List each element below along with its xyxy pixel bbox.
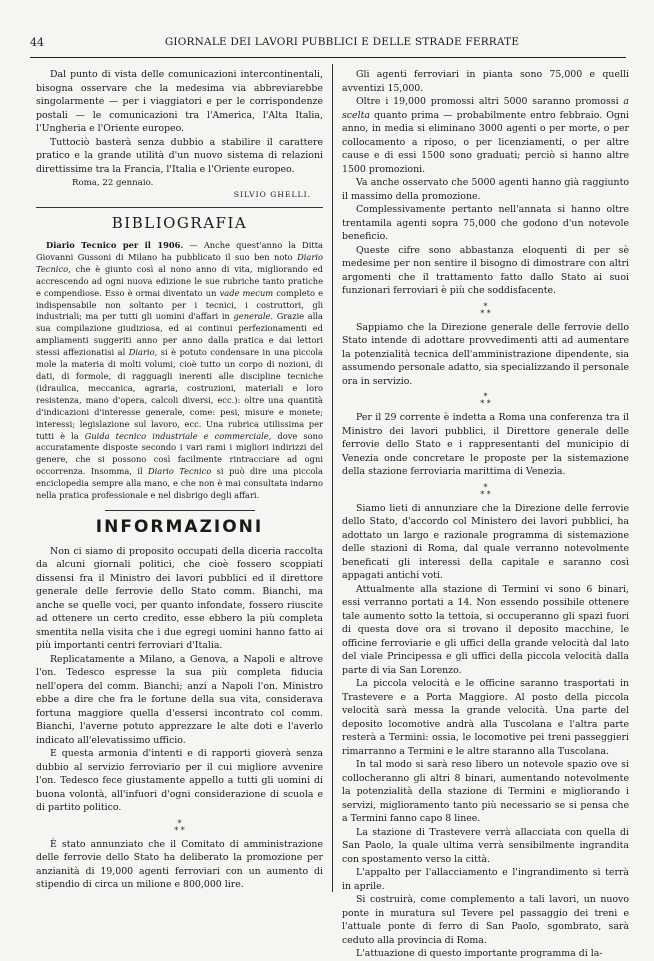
news-paragraph: Sappiamo che la Direzione generale delle ferrovie dello Stato intende di adottare provvedimenti atti ad aumentare la potenzialità tecnica dell'amministrazione dipendente, sia assumendo personale adatto, sia specializzando il personale ora in servizio. <box>342 321 629 387</box>
running-title: GIORNALE DEI LAVORI PUBBLICI E DELLE STRADE FERRATE <box>164 36 520 48</box>
news-paragraph: Siamo lieti di annunziare che la Direzione delle ferrovie dello Stato, d'accordo col Ministero dei lavori pubblici, ha adottato un largo e razionale programma di sistemazione delle stazioni di Roma, dal quale verranno notevolmente beneficati gli interessi della capitale e saranno così appagati antichi voti. <box>342 502 629 581</box>
header-rule <box>30 57 626 58</box>
bibliography-entry <box>36 240 323 502</box>
news-paragraph: La piccola velocità e le officine saranno trasportati in Trastevere e a Porta Maggiore. Al posto della piccola velocità sarà messa la grande velocità. Una parte del deposito locomotive andrà alla Tuscolana e l'altra parte resterà a Termini: ossia, le locomotive pei treni passeggieri rimarranno a Termini e le altre staranno alla Tuscolana. <box>342 678 629 757</box>
right-column <box>342 68 629 961</box>
news-paragraph: L'appalto per l'allacciamento e l'ingrandimento si terrà in aprile. <box>342 867 629 892</box>
news-paragraph: Oltre i 19,000 promossi altri 5000 saranno promossi a scelta quanto prima — probabilmente entro febbraio. Ogni anno, in media si eliminano 3000 agenti o per morte, o per collocamento a riposo, o per licenziamenti, o per altre cause e di essi 1500 sono graduati; perciò si hanno altre 1500 promozioni. <box>342 96 629 175</box>
asterism-separator: * * * <box>480 301 491 318</box>
asterism-separator: * * * <box>480 482 491 499</box>
bibliography-lead: Diario Tecnico per il 1906. <box>46 240 184 250</box>
bibliography-paragraph: Diario Tecnico per il 1906. — Anche quest'anno la Ditta Giovanni Gussoni di Milano ha pubblicato il suo ben noto Diario Tecnico, che è giunto così al nono anno di vita, migliorando ed accrescendo ad ogni nuova edizione le sue rubriche tanto pratiche e compendiose. Esso è ormai diventato un vade mecum completo e indispensabile non soltanto per i tecnici, i costruttori, gli industriali; ma per tutti gli uomini d'affari in generale. Grazie alla sua compilazione giudiziosa, ed ai continui perfezionamenti ed ampliamenti suggeriti anno per anno dalla pratica e dai lettori stessi affezionatisi al Diario, si è potuto condensare in una piccola mole la materia di molti volumi, cioè tutto un corpo di nozioni, di dati, di formole, di ragguagli inerenti alle discipline tecniche (idraulica, meccanica, agraria, costruzioni, materiali e loro resistenza, mano d'opera, calcoli diversi, ecc.): oltre una quantità d'indicazioni d'interesse generale, come: pesi, misure e monete; interessi; legislazione sul lavoro, ecc. Una rubrica utilissima per tutti è la Guida tecnico industriale e commerciale, dove sono accuratamente disposte secondo i vari rami i migliori indirizzi del genere, che si possono così facilmente rintracciare ad ogni occorrenza. Insomma, il Diario Tecnico si può dire una piccola enciclopedia sempre alla mano, e che non è mai consultata indarno nella pratica professionale e nel disbrigo degli affari. <box>36 240 324 501</box>
section-title-bibliografia: BIBLIOGRAFIA <box>111 214 248 232</box>
news-paragraph: Per il 29 corrente è indetta a Roma una conferenza tra il Ministro dei lavori pubblici, il Direttore generale delle ferrovie dello Stato e i rappresentanti del municipio di Venezia onde concretare le proposte per la sistemazione della stazione ferroviaria marittima di Venezia. <box>342 412 629 477</box>
news-paragraph: È stato annunziato che il Comitato di amministrazione delle ferrovie dello Stato ha deliberato la promozione per anzianità di 19,000 agenti ferroviari con un aumento di stipendio di circa un milione e 800,000 lire. <box>36 838 323 891</box>
author-signature: SILVIO GHELLI. <box>233 190 311 199</box>
news-paragraph: Va anche osservato che 5000 agenti hanno già raggiunto il massimo della promozione. <box>342 177 629 202</box>
page-header <box>30 36 626 56</box>
page-number: 44 <box>30 36 44 49</box>
news-paragraph: Queste cifre sono abbastanza eloquenti di per sè medesime per non sentire il bisogno di dimostrare con altri argomenti che il trattamento fatto dallo Stato ai suoi funzionari ferroviari è più che soddisfacente. <box>342 244 629 296</box>
asterism-separator: * * * <box>480 392 491 408</box>
dateline: Roma, 22 gennaio. <box>72 178 154 188</box>
column-divider <box>332 64 333 892</box>
news-paragraph: Si costruirà, come complemento a tali lavori, un nuovo ponte in muratura sul Tevere pel passaggio dei treni e l'attuale ponte di ferro di San Paolo, sgombrato, sarà ceduto alla provincia di Roma. <box>342 894 629 946</box>
section-rule <box>105 510 255 511</box>
intro-paragraph: Dal punto di vista delle comunicazioni intercontinentali, bisogna osservare che la medesima via abbreviarebbe singolarmente — per i viaggiatori e per le corrispondenze postali — le comunicazioni tra l'America, l'Alta Italia, l'Ungheria e l'Oriente europeo. <box>36 69 323 134</box>
news-paragraph: Complessivamente pertanto nell'annata si hanno oltre trentamila agenti sopra 75,000 che godono d'un notevole beneficio. <box>342 204 629 242</box>
news-paragraph: La stazione di Trastevere verrà allacciata con quella di San Paolo, la quale ultima verrà sensibilmente ingrandita con spostamento verso la città. <box>342 826 629 865</box>
section-title-informazioni: INFORMAZIONI <box>95 516 264 537</box>
news-paragraph: E questa armonia d'intenti e di rapporti gioverà senza dubbio al servizio ferroviario per il cui migliore avvenire l'on. Tedesco fece giustamente appello a tutti gli uomini di buona volontà, all'infuori d'ogni considerazione di scuola e di partito politico. <box>36 748 323 814</box>
news-paragraph: Replicatamente a Milano, a Genova, a Napoli e altrove l'on. Tedesco espresse la sua più completa fiducia nell'opera del comm. Bianchi; anzi a Napoli l'on. Ministro ebbe a dire che fra le fortune della sua vita, considerava fortuna maggiore quella d'essersi incontrato col comm. Bianchi, l'averne potuto apprezzare le alte doti e l'averlo indicato all'elevatissimo ufficio. <box>36 653 323 746</box>
news-paragraph: Attualmente alla stazione di Termini vi sono 6 binari, essi verranno portati a 14. Non essendo possibile ottenere tale aumento sotto la tettoia, si occuperanno gli spazi fuori di questa dove ora si trovano il deposito macchine, le officine ferroviarie e gli uffici della grande velocità dal lato del viale Principessa e gli uffici della piccola velocità dalla parte di via San Lorenzo. <box>342 583 629 676</box>
asterism-separator: * * * <box>174 818 185 835</box>
left-column <box>36 68 323 892</box>
intro-paragraph: Tuttociò basterà senza dubbio a stabilire il carattere pratico e la grande utilità d'un nuovo sistema di relazioni direttissime tra la Francia, l'Italia e l'Oriente europeo. <box>36 136 323 175</box>
news-paragraph: In tal modo si sarà reso libero un notevole spazio ove si collocheranno gli altri 8 binari, aumentando notevolmente la potenzialità della stazione di Termini e migliorando i servizi, miglioramento tanto più necessario se si pensa che a Termini fanno capo 8 linee. <box>342 759 629 824</box>
news-paragraph: L'attuazione di questo importante programma di la- <box>356 948 603 959</box>
news-paragraph: Non ci siamo di proposito occupati della diceria raccolta da alcuni giornali politici, che cioè fossero scoppiati dissensi fra il Ministro dei lavori pubblici ed il direttore generale delle ferrovie dello Stato comm. Bianchi, ma anche se quelle voci, per quanto infondate, fossero riuscite ad ottenere un certo credito, esse ebbero la più completa smentita nella visita che i due egregi uomini hanno fatto ai più importanti centri ferroviari d'Italia. <box>36 545 323 652</box>
news-paragraph: Gli agenti ferroviari in pianta sono 75,000 e quelli avventizi 15,000. <box>342 69 629 94</box>
section-rule <box>36 207 323 208</box>
